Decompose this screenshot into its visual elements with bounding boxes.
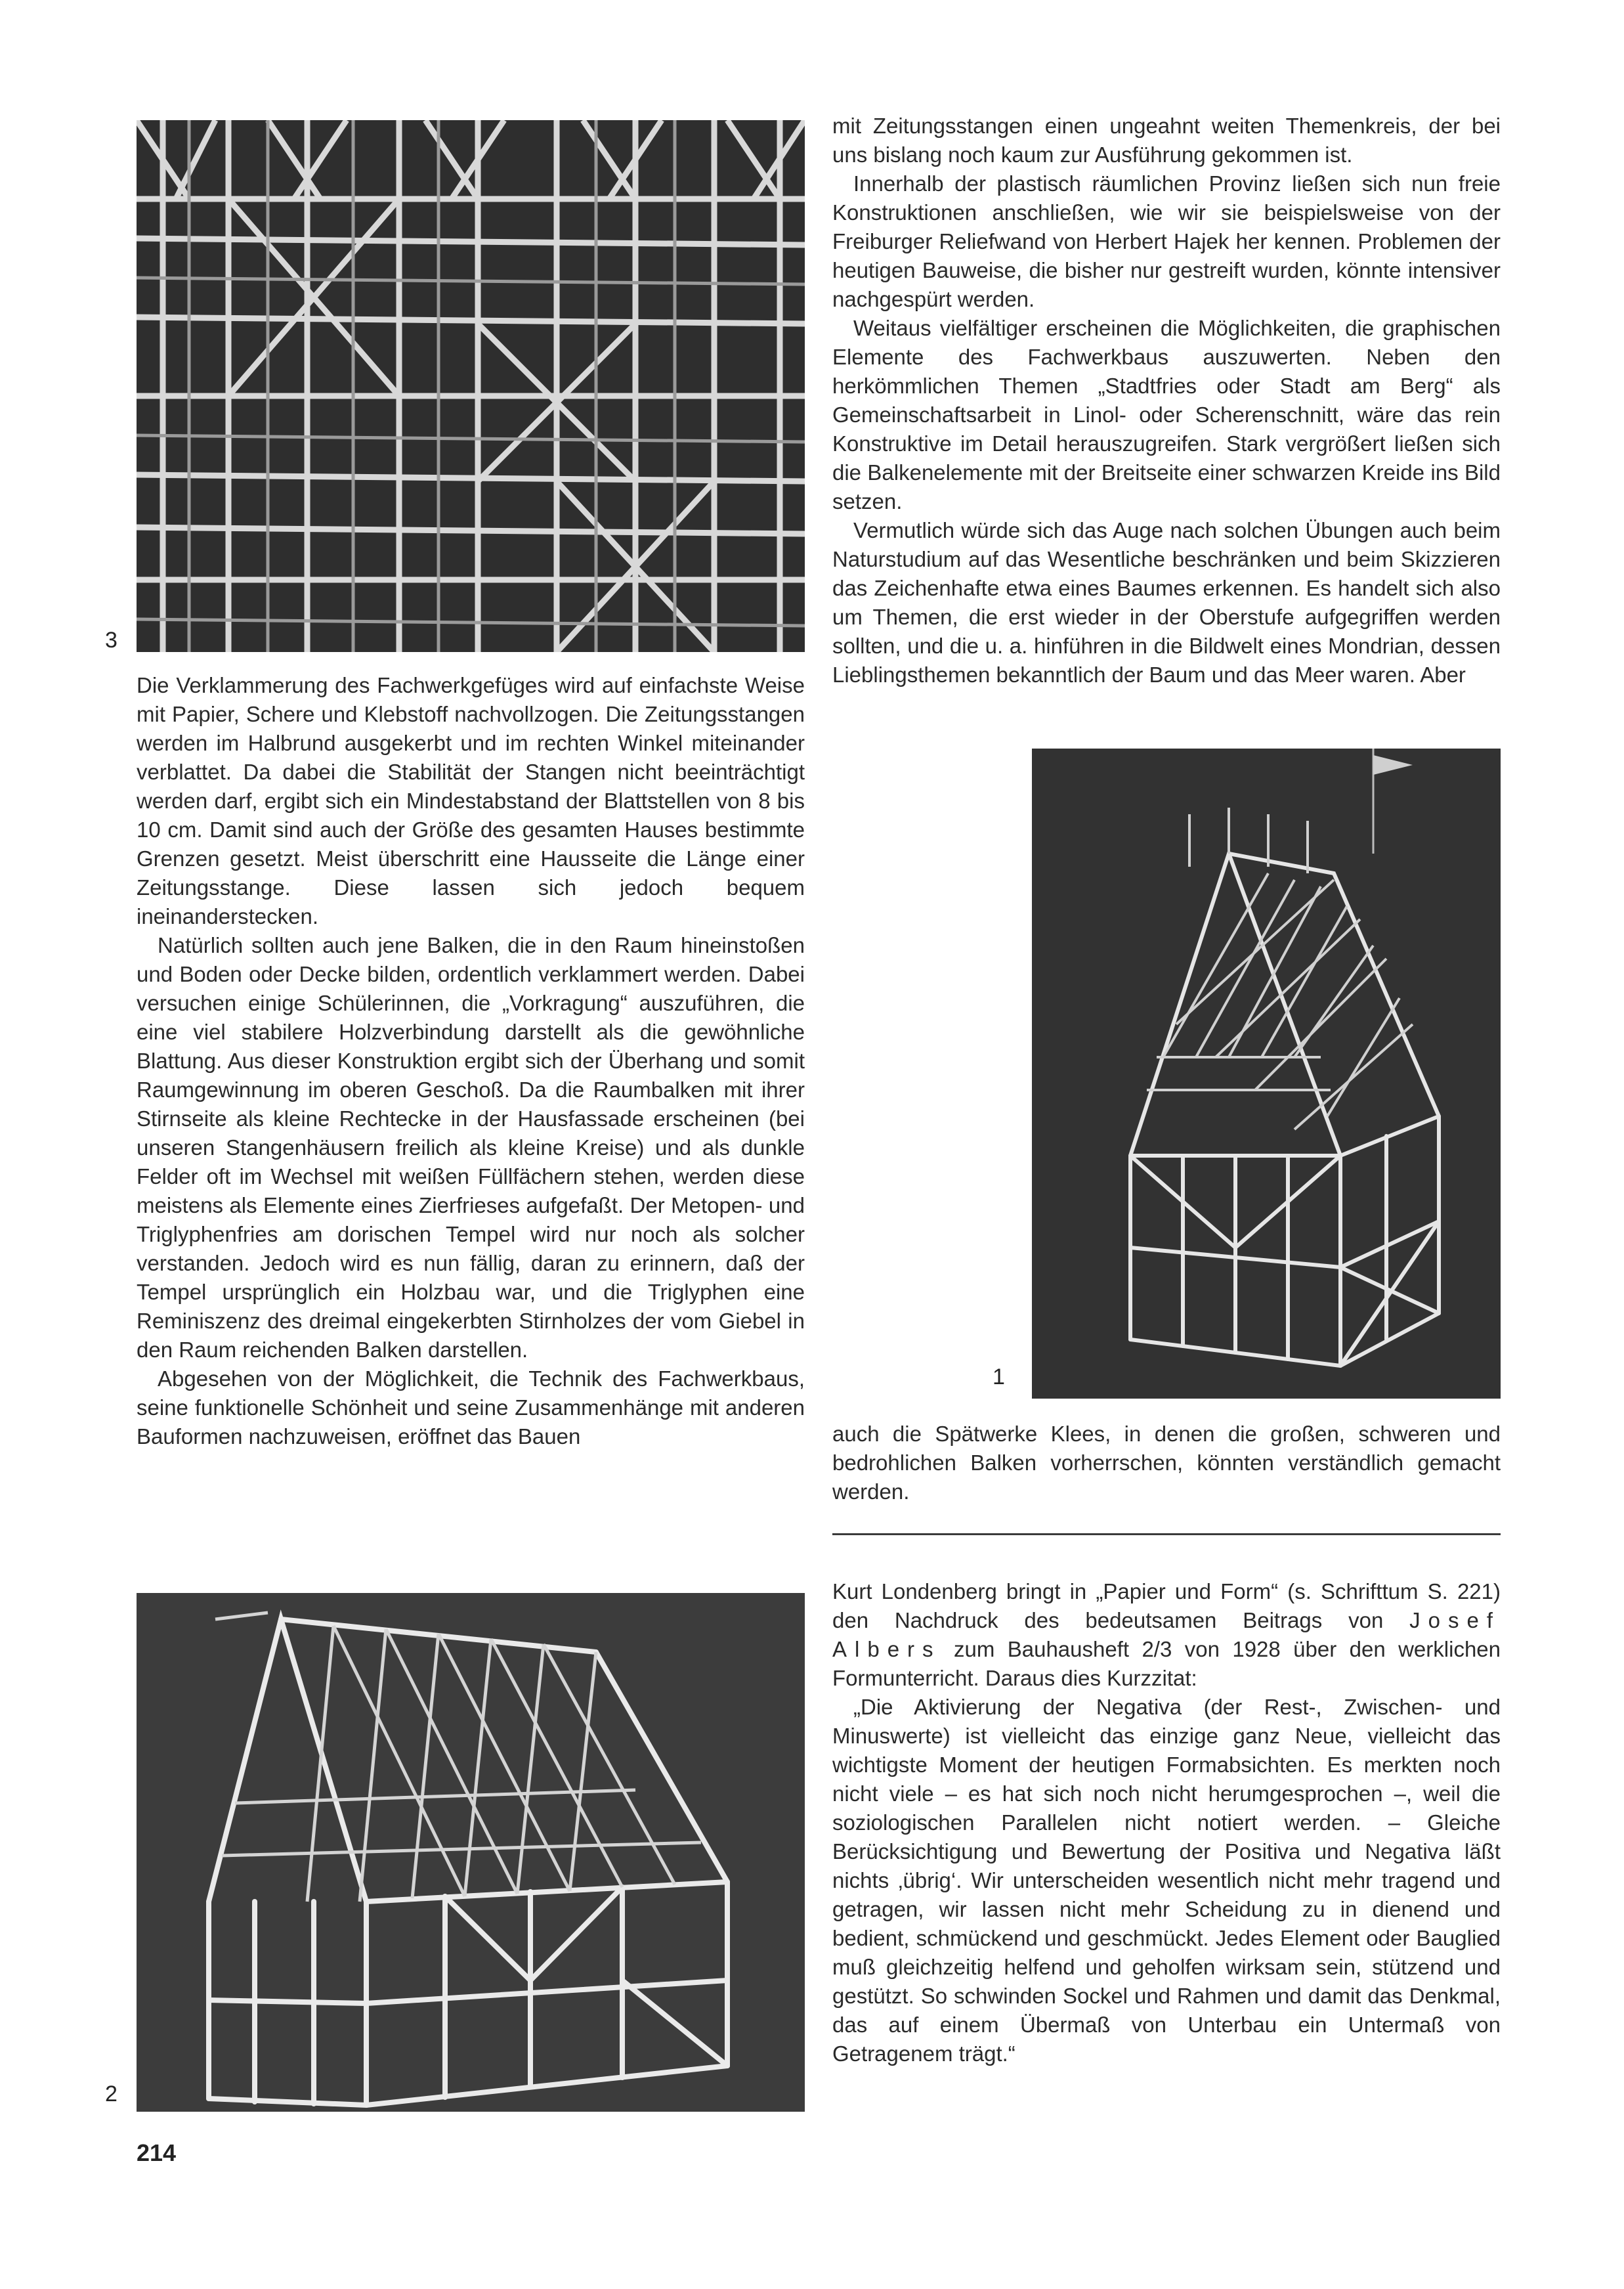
timber-frame-closeup [137,120,805,652]
right-column-continuation [832,1420,1501,1506]
figure-1-number: 1 [993,1364,1005,1389]
paper-house-model-2 [137,1593,805,2112]
figure-2-photo [137,1593,805,2112]
right-paragraph-1: mit Zeitungsstangen einen ungeahnt weiten Themenkreis, der bei uns bislang noch kaum zur Ausführung gekommen ist. [832,114,1501,167]
figure-1-photo [1032,749,1501,1399]
right-paragraph-3: Weitaus vielfältiger erscheinen die Möglichkeiten, die graphischen Elemente des Fachwerkbaus auszuwerten. Neben den herkömmlichen Themen „Stadtfries oder Stadt am Berg“ als Gemeinschaftsarbeit in Linol- oder Scherenschnitt, wäre das rein Konstruktive im Detail herauszugreifen. Stark vergrößert ließen sich die Balkenelemente mit der Breitseite einer schwarzen Kreide ins Bild setzen. [832,316,1501,513]
note-intro-before: Kurt Londenberg bringt in „Papier und Form“ (s. Schrifttum S. 221) den Nachdruck des bedeutsamen Beitrags von [832,1579,1501,1632]
left-paragraph-1: Die Verklammerung des Fachwerkgefüges wird auf einfachste Weise mit Papier, Schere und Klebstoff nachvollzogen. Die Zeitungsstangen werden im Halbrund ausgekerbt und im rechten Winkel miteinander verblattet. Da dabei die Stabilität der Stangen nicht beeinträchtigt werden darf, ergibt sich ein Mindestabstand der Blattstellen von 8 bis 10 cm. Damit sind auch der Größe des gesamten Hauses bestimmte Grenzen gesetzt. Meist überschritt eine Hausseite die Länge einer Zeitungsstange. Diese lassen sich jedoch bequem ineinanderstecken. [137,673,805,928]
page-number: 214 [137,2139,177,2166]
paper-house-model-1 [1032,749,1501,1399]
figure-2-number: 2 [105,2082,118,2106]
left-paragraph-3: Abgesehen von der Möglichkeit, die Technik des Fachwerkbaus, seine funktionelle Schönheit und seine Zusammenhänge mit anderen Bauformen nachzuweisen, eröffnet das Bauen [137,1366,805,1449]
right-paragraph-2: Innerhalb der plastisch räumlichen Provinz ließen sich nun freie Konstruktionen anschließen, wie wir sie beispielsweise von der Freiburger Reliefwand von Herbert Hajek her kennen. Problemen der heutigen Bauweise, die bisher nur gestreift wurden, könnte intensiver nachgespürt werden. [832,171,1501,311]
note-intro-after: zum Bauhausheft 2/3 von 1928 über den werklichen Formunterricht. Daraus dies Kurzzitat: [832,1637,1501,1690]
figure-3-photo [137,120,805,652]
figure-3-number: 3 [105,628,118,653]
left-column-text [137,671,805,1451]
note-intro [832,1577,1501,1693]
right-paragraph-4: Vermutlich würde sich das Auge nach solchen Übungen auch beim Naturstudium auf das Wesentliche beschränken und beim Skizzieren das Zeichenhafte etwa eines Baumes erkennen. Es handelt sich also um Themen, die erst wieder in der Oberstufe aufgegriffen werden sollten, und die u. a. hinführen in die Bildwelt eines Mondrian, dessen Lieblingsthemen bekanntlich der Baum und das Meer waren. Aber [832,518,1501,687]
note-quote: „Die Aktivierung der Negativa (der Rest-, Zwischen- und Minuswerte) ist vielleicht das einzige ganz Neue, vielleicht das wichtigste Moment der heutigen Formabsichten. Es merkten noch nicht viele – es hat sich noch nicht herumgesprochen –, weil die soziologischen Parallelen nicht notiert werden. – Gleiche Berücksichtigung und Bewertung der Positiva und Negativa läßt nichts ‚übrig‘. Wir unterscheiden wesentlich nicht mehr tragend und getragen, wir lassen nicht mehr Scheidung zu in dienend und bedient, schmückend und geschmückt. Jedes Element oder Bauglied muß gleichzeitig helfend und geholfen wirksam sein, stützend und gestützt. So schwinden Sockel und Rahmen und damit das Denkmal, das auf einem Übermaß von Unterbau ein Untermaß von Getragenem trägt.“ [832,1695,1501,2066]
note-author: Josef Albers [832,1608,1501,1661]
right-column-text [832,112,1501,689]
right-continuation-paragraph: auch die Spätwerke Klees, in denen die großen, schweren und bedrohlichen Balken vorherrschen, könnten verständlich gemacht werden. [832,1422,1501,1504]
section-divider [832,1533,1501,1535]
left-paragraph-2: Natürlich sollten auch jene Balken, die in den Raum hineinstoßen und Boden oder Decke bilden, ordentlich verklammert werden. Dabei versuchen einige Schülerinnen, die „Vorkragung“ auszuführen, die eine viel stabilere Holzverbindung darstellt als die gewöhnliche Blattung. Aus dieser Konstruktion ergibt sich der Überhang und somit Raumgewinnung im oberen Geschoß. Da die Raumbalken mit ihrer Stirnseite als kleine Rechtecke in der Hausfassade erscheinen (bei unseren Stangenhäusern freilich als kleine Kreise) und als dunkle Felder oft im Wechsel mit weißen Füllfächern stehen, werden diese meistens als Elemente eines Zierfrieses aufgefaßt. Der Metopen- und Triglyphenfries am dorischen Tempel wird nur noch als solcher verstanden. Jedoch wird es nun fällig, daran zu erinnern, daß der Tempel ursprünglich ein Holzbau war, und die Triglyphen eine Reminiszenz des dreimal eingekerbten Stirnholzes der vom Giebel in den Raum reichenden Balken darstellen. [137,933,805,1362]
right-column-note [832,1577,1501,2068]
